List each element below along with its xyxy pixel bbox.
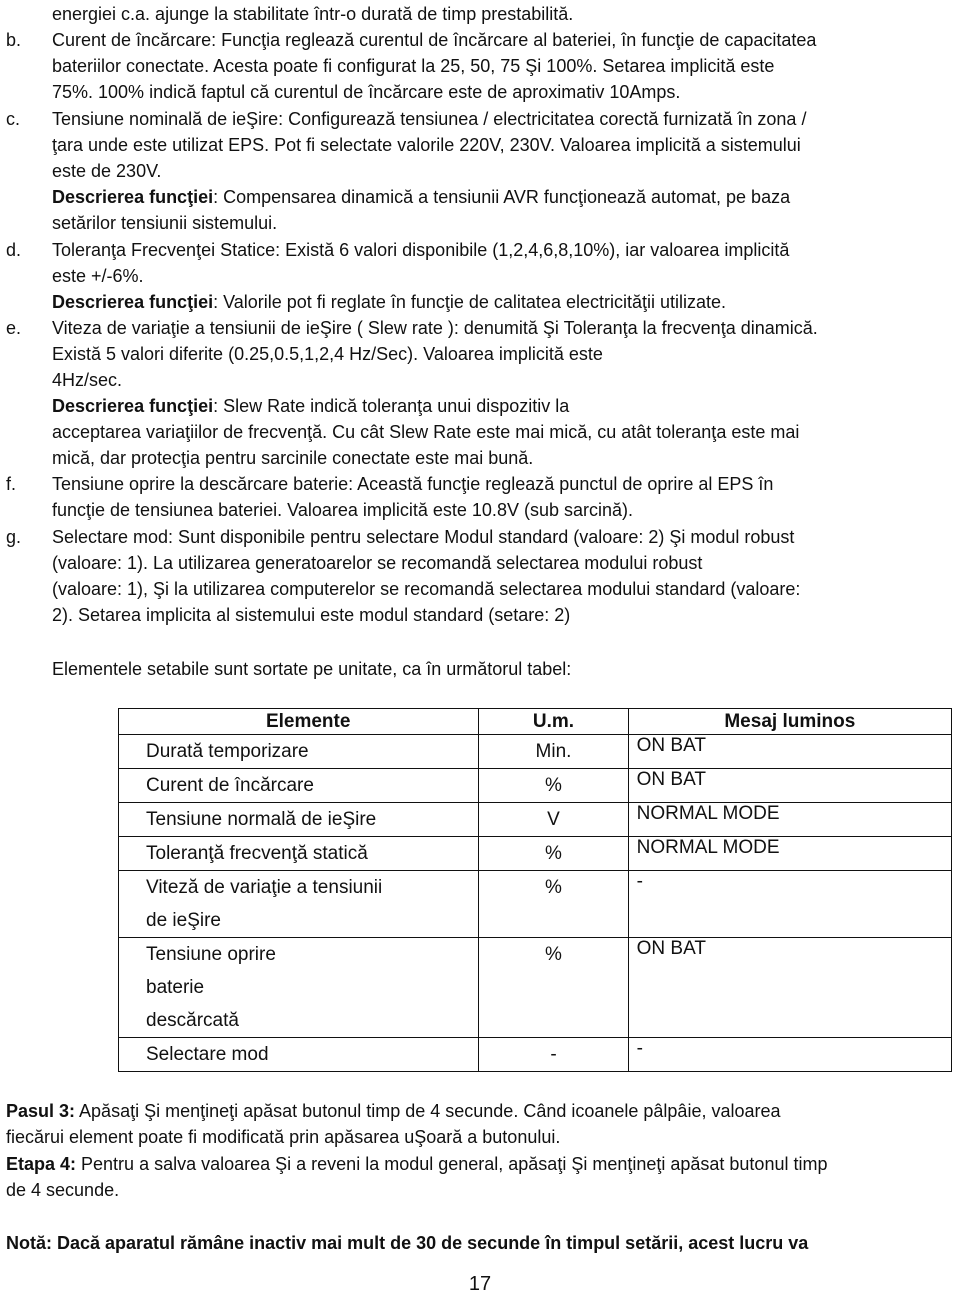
step-3-line-2: fiecărui element poate fi modificată prin apăsarea uŞoară a butonului.: [6, 1127, 561, 1147]
item-b-line-2: bateriilor conectate. Acesta poate fi configurat la 25, 50, 75 Şi 100%. Setarea implicită este: [52, 56, 775, 76]
header-light-message: Mesaj luminos: [628, 709, 951, 735]
item-a-tail: energiei c.a. ajunge la stabilitate într-o durată de timp prestabilită.: [52, 4, 574, 24]
item-b-line-1: Curent de încărcare: Funcţia reglează curentul de încărcare al bateriei, în funcţie de capacitatea: [52, 30, 817, 50]
cell-message: -: [628, 871, 951, 938]
cell-element: Tensiune normală de ieŞire: [119, 803, 479, 837]
item-d-marker: d.: [6, 240, 22, 260]
cell-element: Curent de încărcare: [119, 769, 479, 803]
cell-unit: %: [479, 938, 628, 1038]
page-number: 17: [468, 1273, 492, 1295]
cell-element: [119, 871, 479, 938]
cell-message: NORMAL MODE: [628, 803, 951, 837]
step-4-label: Etapa 4:: [6, 1154, 77, 1174]
cell-unit: %: [479, 837, 628, 871]
cell-element: Selectare mod: [119, 1038, 479, 1072]
item-d-line-2: este +/-6%.: [52, 266, 144, 286]
cell-element-line: Tensiune oprire: [146, 944, 276, 965]
cell-message: NORMAL MODE: [628, 837, 951, 871]
table-row: [119, 769, 952, 803]
item-g-marker: g.: [6, 527, 22, 547]
step-3-text: Apăsaţi Şi menţineţi apăsat butonul timp de 4 secunde. Când icoanele pâlpâie, valoarea: [75, 1101, 781, 1121]
table-row: [119, 1038, 952, 1072]
table-header-row: [119, 709, 952, 735]
step-3: [6, 1099, 781, 1123]
item-d-description: [52, 290, 726, 314]
header-elements: Elemente: [119, 709, 479, 735]
cell-unit: V: [479, 803, 628, 837]
item-e-description-line-3: mică, dar protecţia pentru sarcinile conectate este mai bună.: [52, 448, 534, 468]
item-c-description: [52, 185, 790, 209]
item-g-line-3: (valoare: 1), Şi la utilizarea computerelor se recomandă selectarea modului standard (valoare:: [52, 579, 801, 599]
step-4-text: Pentru a salva valoarea Şi a reveni la modul general, apăsaţi Şi menţineţi apăsat butonul timp: [76, 1154, 828, 1174]
table-row: [119, 837, 952, 871]
table-row: [119, 871, 952, 938]
item-e-description-line-2: acceptarea variaţiilor de frecvenţă. Cu cât Slew Rate este mai mică, cu atât toleranţa este mai: [52, 422, 800, 442]
item-b-line-3: 75%. 100% indică faptul că curentul de încărcare este de aproximativ 10Amps.: [52, 82, 681, 102]
item-g-line-4: 2). Setarea implicita al sistemului este modul standard (setare: 2): [52, 605, 571, 625]
cell-element-line: Viteză de variaţie a tensiunii: [146, 877, 383, 898]
item-e-line-1: Viteza de variaţie a tensiunii de ieŞire ( Slew rate ): denumită Şi Toleranţa la frecvenţa dinamică.: [52, 318, 818, 338]
step-4: [6, 1152, 827, 1176]
step-3-label: Pasul 3:: [6, 1101, 76, 1121]
cell-element: [119, 938, 479, 1038]
description-label: Descrierea funcţiei: [52, 396, 214, 416]
cell-message: ON BAT: [628, 938, 951, 1038]
item-e-marker: e.: [6, 318, 22, 338]
item-f-marker: f.: [6, 474, 17, 494]
cell-unit: -: [479, 1038, 628, 1072]
cell-element-line: descărcată: [146, 1010, 239, 1031]
item-f-line-2: funcţie de tensiunea bateriei. Valoarea implicită este 10.8V (sub sarcină).: [52, 500, 633, 520]
cell-unit: %: [479, 769, 628, 803]
item-e-line-3: 4Hz/sec.: [52, 370, 123, 390]
item-c-line-2: ţara unde este utilizat EPS. Pot fi selectate valorile 220V, 230V. Valoarea implicită a sistemului: [52, 135, 801, 155]
cell-unit: %: [479, 871, 628, 938]
cell-element: Durată temporizare: [119, 735, 479, 769]
item-c-marker: c.: [6, 109, 21, 129]
step-4-line-2: de 4 secunde.: [6, 1180, 120, 1200]
cell-message: ON BAT: [628, 769, 951, 803]
table-intro: Elementele setabile sunt sortate pe unitate, ca în următorul tabel:: [52, 659, 572, 679]
item-e-description: [52, 394, 569, 418]
settings-table: [118, 708, 952, 1072]
cell-message: ON BAT: [628, 735, 951, 769]
item-e-line-2: Există 5 valori diferite (0.25,0.5,1,2,4 Hz/Sec). Valoarea implicită este: [52, 344, 603, 364]
description-text: : Valorile pot fi reglate în funcţie de calitatea electricităţii utilizate.: [213, 292, 727, 312]
table-row: [119, 803, 952, 837]
item-c-line-1: Tensiune nominală de ieŞire: Configurează tensiunea / electricitatea corectă furnizată în zona /: [52, 109, 807, 129]
note: Notă: Dacă aparatul rămâne inactiv mai mult de 30 de secunde în timpul setării, acest lucru va: [6, 1233, 809, 1253]
cell-element-line: baterie: [146, 977, 205, 998]
description-text: : Compensarea dinamică a tensiunii AVR funcţionează automat, pe baza: [213, 187, 791, 207]
description-text: : Slew Rate indică toleranţa unui dispozitiv la: [213, 396, 570, 416]
item-g-line-1: Selectare mod: Sunt disponibile pentru selectare Modul standard (valoare: 2) Şi modul robust: [52, 527, 795, 547]
item-b-marker: b.: [6, 30, 22, 50]
item-c-description-line-2: setărilor tensiunii sistemului.: [52, 213, 278, 233]
cell-element-line: de ieŞire: [146, 910, 221, 931]
item-g-line-2: (valoare: 1). La utilizarea generatoarelor se recomandă selectarea modului robust: [52, 553, 703, 573]
item-f-line-1: Tensiune oprire la descărcare baterie: Această funcţie reglează punctul de oprire al EPS în: [52, 474, 774, 494]
description-label: Descrierea funcţiei: [52, 187, 214, 207]
cell-message: -: [628, 1038, 951, 1072]
cell-element: Toleranţă frecvenţă statică: [119, 837, 479, 871]
table-row: [119, 735, 952, 769]
cell-unit: Min.: [479, 735, 628, 769]
table-row: [119, 938, 952, 1038]
item-c-line-3: este de 230V.: [52, 161, 162, 181]
header-unit: U.m.: [479, 709, 628, 735]
item-d-line-1: Toleranţa Frecvenţei Statice: Există 6 valori disponibile (1,2,4,6,8,10%), iar valoarea implicită: [52, 240, 790, 260]
description-label: Descrierea funcţiei: [52, 292, 214, 312]
